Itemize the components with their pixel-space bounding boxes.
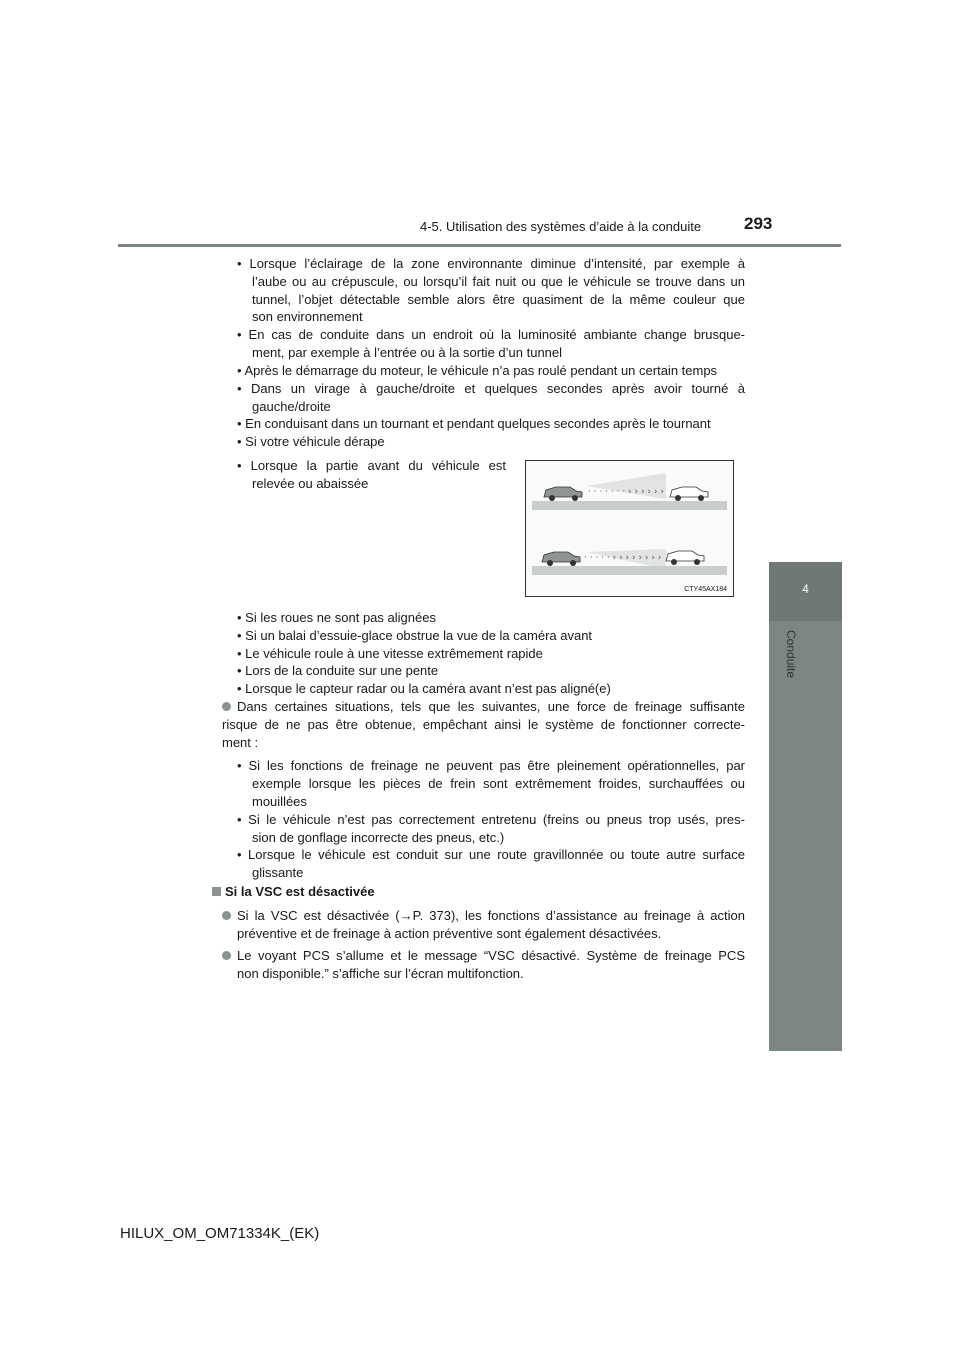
vehicle-pitch-illustration bbox=[525, 460, 734, 597]
bullet-line: exemple lorsque les pièces de frein sont extrêmement froides, surchauffées ou bbox=[252, 776, 745, 791]
svg-text:· · · · · · · › › › › › ›: · · · · · · · › › › › › › bbox=[588, 487, 664, 497]
bullet-line: mouillées bbox=[252, 794, 307, 809]
bullet-dot bbox=[222, 951, 231, 960]
bullet-line: gauche/droite bbox=[252, 399, 331, 414]
section-heading: Si la VSC est désactivée bbox=[225, 884, 375, 899]
bullet-line: • Lorsque l’éclairage de la zone environnante diminue d’intensité, par exemple à bbox=[237, 256, 745, 271]
figure-code: CTY45AX184 bbox=[684, 586, 727, 593]
bullet-line: son environnement bbox=[252, 309, 363, 324]
bullet-line: • Lorsque la partie avant du véhicule est bbox=[237, 458, 506, 473]
bullet-line: • Si le véhicule n’est pas correctement entretenu (freins ou pneus trop usés, pres- bbox=[237, 812, 745, 827]
chapter-label bbox=[778, 630, 808, 690]
bullet-line: • En conduisant dans un tournant et pendant quelques secondes après le tournant bbox=[237, 416, 711, 431]
bullet-line: • Le véhicule roule à une vitesse extrêmement rapide bbox=[237, 646, 543, 661]
paragraph-line: préventive et de freinage à action préventive sont également désactivées. bbox=[237, 926, 662, 941]
bullet-line: • Dans un virage à gauche/droite et quelques secondes après avoir tourné à bbox=[237, 381, 745, 396]
heading-square-icon bbox=[212, 887, 221, 896]
bullet-dot bbox=[222, 702, 231, 711]
chapter-tab bbox=[769, 562, 842, 621]
bullet-line: ment, par exemple à l’entrée ou à la sortie d’un tunnel bbox=[252, 345, 563, 360]
paragraph-line: Dans certaines situations, tels que les suivantes, une force de freinage suffisante bbox=[237, 699, 745, 714]
bullet-line: • Lors de la conduite sur une pente bbox=[237, 663, 439, 678]
bullet-dot bbox=[222, 911, 231, 920]
bullet-line: • Si votre véhicule dérape bbox=[237, 434, 385, 449]
paragraph-line: Si la VSC est désactivée (→P. 373), les fonctions d’assistance au freinage à action bbox=[237, 908, 745, 923]
bullet-line: • Si les roues ne sont pas alignées bbox=[237, 610, 436, 625]
chapter-label-text: Conduite bbox=[784, 630, 798, 679]
paragraph-line: risque de ne pas être obtenue, empêchant ainsi le système de fonctionner correcte- bbox=[222, 717, 745, 732]
paragraph-line: ment : bbox=[222, 735, 259, 750]
bullet-line: • En cas de conduite dans un endroit où la luminosité ambiante change brusque- bbox=[237, 327, 745, 342]
vehicle-pitch-drawing bbox=[526, 461, 733, 596]
bullet-line: relevée ou abaissée bbox=[252, 476, 369, 491]
bullet-line: • Si un balai d’essuie-glace obstrue la vue de la caméra avant bbox=[237, 628, 593, 643]
svg-text:· · · · · › › › › › › › ›: · · · · · › › › › › › › › bbox=[584, 553, 662, 563]
bullet-line: • Si les fonctions de freinage ne peuvent pas être pleinement opérationnelles, par bbox=[237, 758, 745, 773]
page-number: 293 bbox=[744, 214, 773, 233]
bullet-line: tunnel, l’objet détectable semble alors être quasiment de la même couleur que bbox=[252, 292, 745, 307]
footer-code: HILUX_OM_OM71334K_(EK) bbox=[120, 1225, 320, 1242]
chapter-tab-number: 4 bbox=[802, 582, 809, 596]
header-section-title: 4-5. Utilisation des systèmes d’aide à la conduite bbox=[420, 219, 702, 234]
paragraph-line: Le voyant PCS s’allume et le message “VSC désactivé. Système de freinage PCS bbox=[237, 948, 745, 963]
paragraph-line: non disponible.” s’affiche sur l’écran multifonction. bbox=[237, 966, 524, 981]
header-rule bbox=[118, 244, 841, 247]
bullet-line: • Lorsque le capteur radar ou la caméra avant n’est pas aligné(e) bbox=[237, 681, 611, 696]
bullet-line: glissante bbox=[252, 865, 304, 880]
bullet-line: sion de gonflage incorrecte des pneus, etc.) bbox=[252, 830, 505, 845]
bullet-line: • Après le démarrage du moteur, le véhicule n’a pas roulé pendant un certain temps bbox=[237, 363, 718, 378]
bullet-line: l’aube ou au crépuscule, ou lorsqu’il fait nuit ou que le véhicule se trouve dans un bbox=[252, 274, 745, 289]
bullet-line: • Lorsque le véhicule est conduit sur une route gravillonnée ou toute autre surface bbox=[237, 847, 745, 862]
